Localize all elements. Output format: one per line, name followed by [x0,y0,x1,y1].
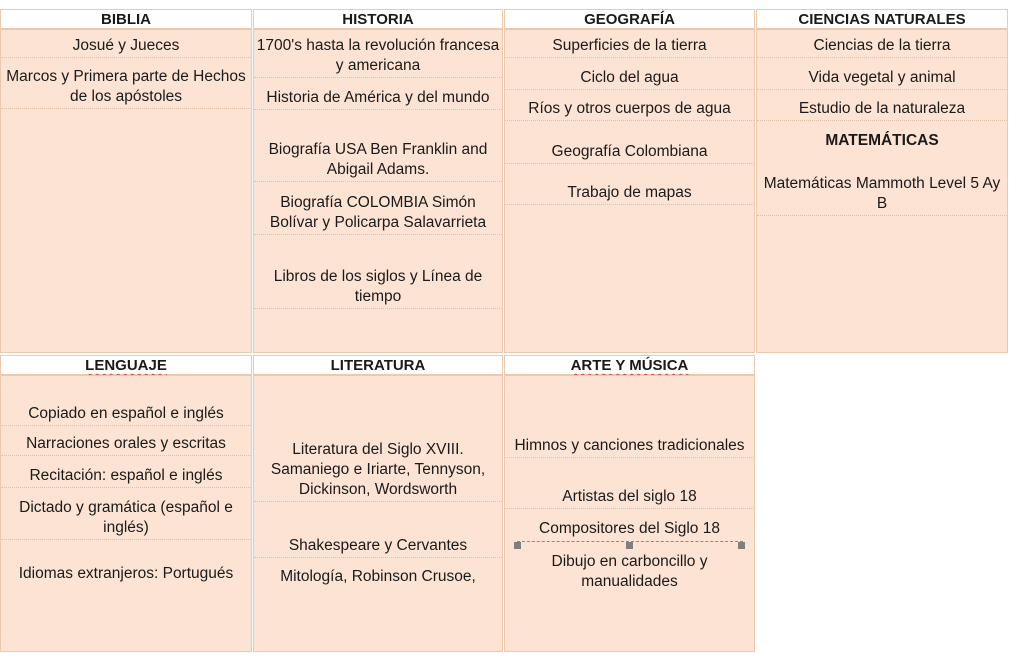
list-item: Geografía Colombiana [505,142,754,164]
list-item: Shakespeare y Cervantes [254,536,502,558]
list-item: Historia de América y del mundo [254,88,502,110]
list-item: Marcos y Primera parte de Hechos de los apóstoles [1,67,251,109]
column-ciencias-naturales [756,29,1008,353]
list-item: 1700's hasta la revolución francesa y americana [254,36,502,78]
header-lenguaje: LENGUAJE [0,355,252,375]
list-item: Biografía USA Ben Franklin and Abigail Adams. [254,140,502,182]
list-item: Josué y Jueces [1,36,251,58]
list-item: Ciencias de la tierra [757,36,1007,58]
column-lenguaje [0,375,252,652]
list-item: Biografía COLOMBIA Simón Bolívar y Policarpa Salavarrieta [254,193,502,235]
list-item: Matemáticas Mammoth Level 5 Ay B [757,174,1007,216]
list-item: Compositores del Siglo 18 [539,520,720,537]
list-item: Estudio de la naturaleza [757,99,1007,121]
column-literatura [253,375,503,652]
column-geografia [504,29,755,353]
header-literatura: LITERATURA [253,355,503,375]
list-item: Dibujo en carboncillo y manualidades [551,553,708,590]
resize-handle-left[interactable] [514,542,521,549]
list-item: Trabajo de mapas [505,183,754,205]
list-item: Recitación: español e inglés [1,466,251,488]
resize-handle-right[interactable] [738,542,745,549]
subheader-matematicas: MATEMÁTICAS [825,132,939,149]
list-item: Artistas del siglo 18 [505,487,754,509]
column-historia [253,29,503,353]
column-biblia [0,29,252,353]
list-item: Libros de los siglos y Línea de tiempo [254,267,502,309]
column-arte-y-musica [504,375,755,652]
list-item: Himnos y canciones tradicionales [505,436,754,458]
list-item: Narraciones orales y escritas [1,434,251,456]
list-item: Ríos y otros cuerpos de agua [505,99,754,121]
list-item: Ciclo del agua [505,68,754,90]
resize-handle-middle[interactable] [626,542,633,549]
list-item: Idiomas extranjeros: Portugués [18,565,234,582]
list-item: Vida vegetal y animal [757,68,1007,90]
header-biblia: BIBLIA [0,9,252,29]
header-historia: HISTORIA [253,9,503,29]
header-ciencias-naturales: CIENCIAS NATURALES [756,9,1008,29]
list-item: Mitología, Robinson Crusoe, [280,568,476,585]
list-item: Dictado y gramática (español e inglés) [1,498,251,540]
list-item: Literatura del Siglo XVIII. Samaniego e Iriarte, Tennyson, Dickinson, Wordsworth [254,440,502,502]
header-arte-y-musica: ARTE Y MÚSICA [504,355,755,375]
header-geografia: GEOGRAFÍA [504,9,755,29]
list-item: Superficies de la tierra [505,36,754,58]
list-item: Copiado en español e inglés [1,404,251,426]
